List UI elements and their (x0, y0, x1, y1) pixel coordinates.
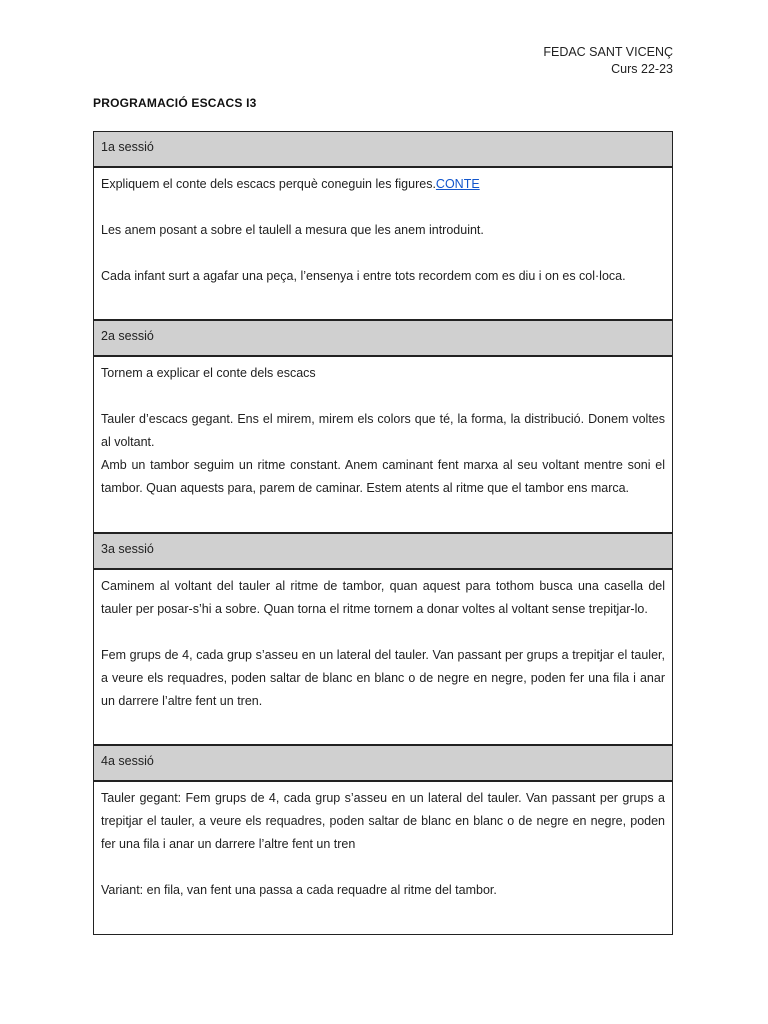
session-3-heading: 3a sessió (93, 534, 673, 570)
session-4-content (93, 782, 673, 935)
session-3-paragraph-2: Fem grups de 4, cada grup s’asseu en un lateral del tauler. Van passant per grups a trepitjar el tauler, a veure els requadres, poden saltar de blanc en blanc o de negre en negre, poden fer una fila i anar un darrere l’altre fent un tren. (101, 648, 665, 708)
conte-link[interactable]: CONTE (435, 177, 480, 191)
document-title: PROGRAMACIÓ ESCACS I3 (93, 96, 257, 110)
sessions-table (93, 131, 673, 935)
session-1-content (93, 168, 673, 321)
session-2-paragraph-3: Amb un tambor seguim un ritme constant. Anem caminant fent marxa al seu voltant mentre soni el tambor. Quan aquests para, parem de caminar. Estem atents al ritme que el tambor ens marca. (101, 458, 665, 495)
session-2-heading: 2a sessió (93, 321, 673, 357)
document-header (543, 44, 673, 78)
session-1-paragraph-1 (101, 173, 665, 196)
session-4-paragraph-2: Variant: en fila, van fent una passa a cada requadre al ritme del tambor. (101, 883, 497, 897)
session-1-intro-text: Expliquem el conte dels escacs perquè coneguin les figures. (101, 177, 436, 191)
session-1-paragraph-2: Les anem posant a sobre el taulell a mesura que les anem introduint. (101, 223, 484, 237)
session-2-paragraph-2: Tauler d’escacs gegant. Ens el mirem, mirem els colors que té, la forma, la distribució. Donem voltes al voltant. (101, 412, 665, 449)
session-3-paragraph-1: Caminem al voltant del tauler al ritme de tambor, quan aquest para tothom busca una casella del tauler per posar-s’hi a sobre. Quan torna el ritme tornem a donar voltes al voltant sense trepitjar-lo. (101, 579, 665, 616)
course-year: Curs 22-23 (611, 62, 673, 76)
session-4-paragraph-1: Tauler gegant: Fem grups de 4, cada grup s’asseu en un lateral del tauler. Van passant per grups a trepitjar el tauler, a veure els requadres, poden saltar de blanc en blanc o de negre en negre, poden fer una fila i anar un darrere l’altre fent un tren (101, 791, 665, 851)
session-1-paragraph-3: Cada infant surt a agafar una peça, l’ensenya i entre tots recordem com es diu i on es col·loca. (101, 269, 626, 283)
session-2-content (93, 357, 673, 534)
session-2-paragraph-1: Tornem a explicar el conte dels escacs (101, 366, 316, 380)
session-1-heading: 1a sessió (93, 132, 673, 168)
school-name: FEDAC SANT VICENÇ (543, 45, 673, 59)
session-3-content (93, 570, 673, 746)
session-4-heading: 4a sessió (93, 746, 673, 782)
